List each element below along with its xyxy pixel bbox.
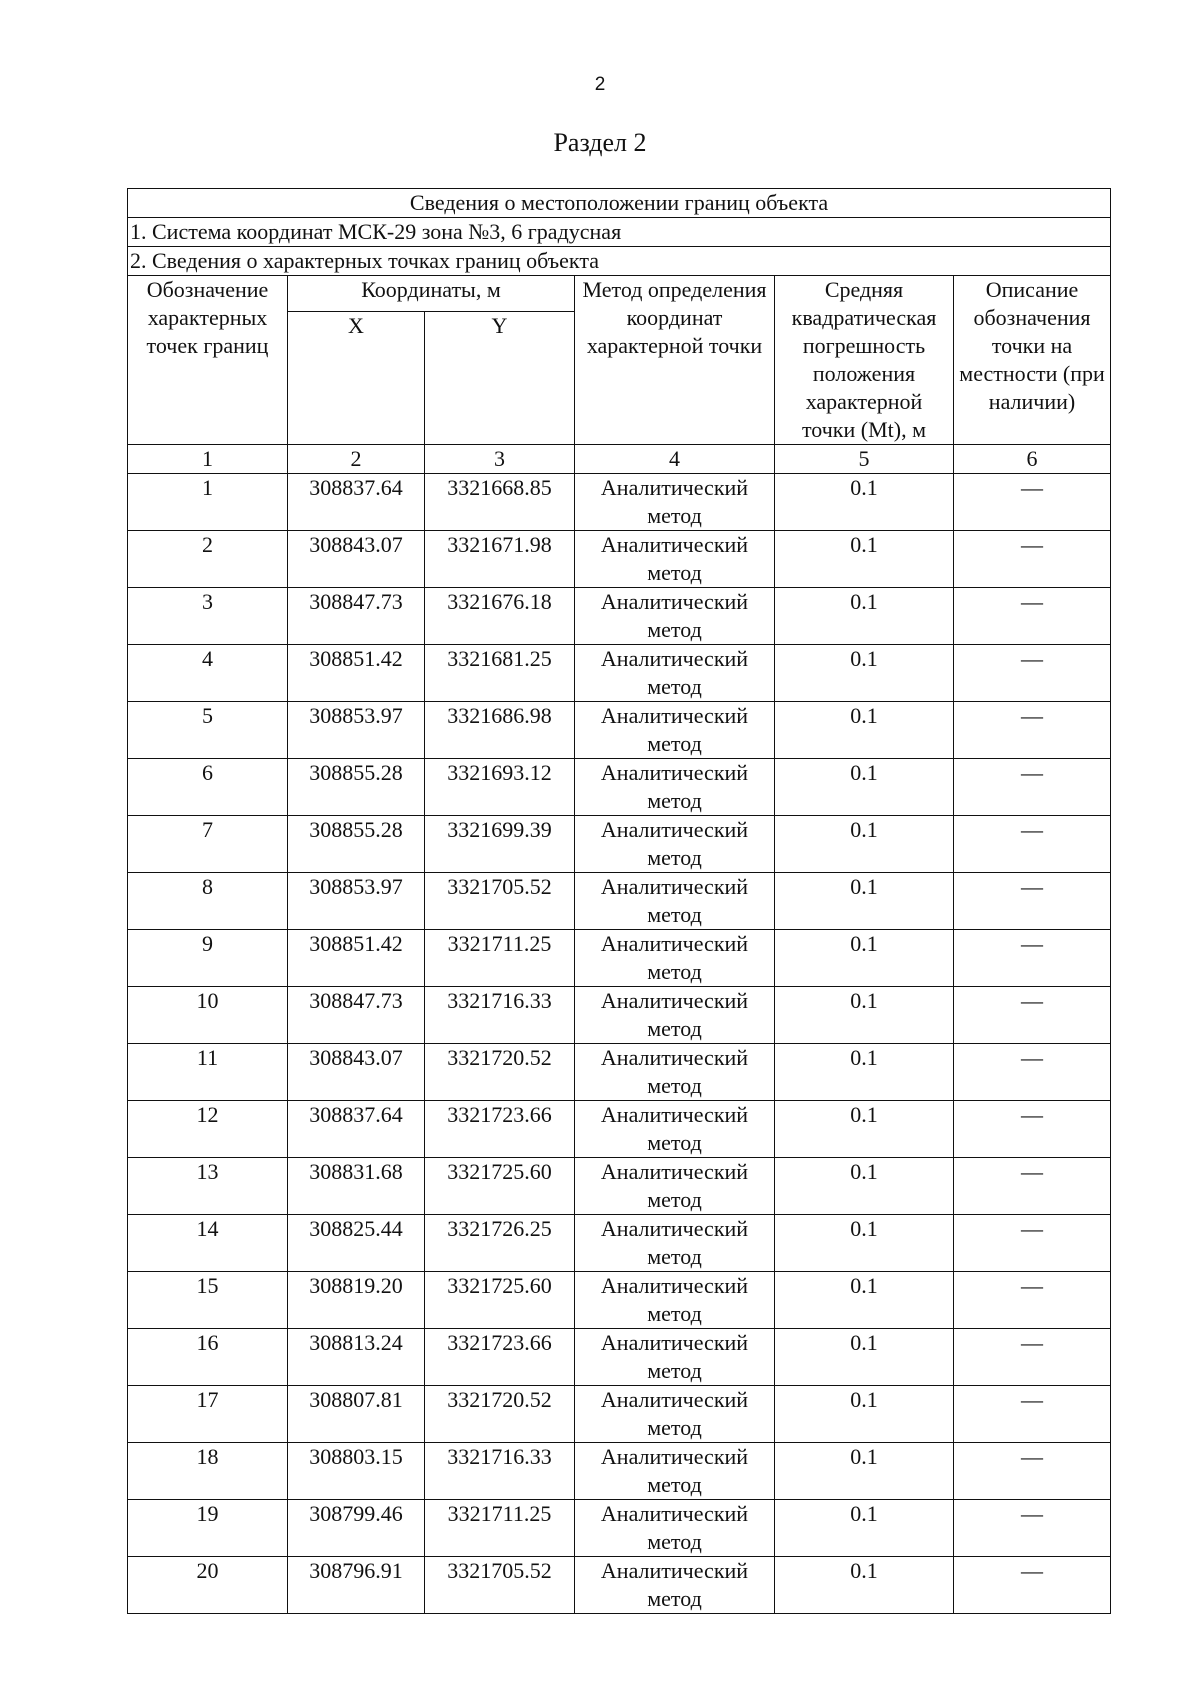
error-cell: 0.1 xyxy=(775,1215,954,1272)
description-cell: — xyxy=(954,1443,1111,1500)
point-number-cell: 6 xyxy=(128,759,288,816)
page-number: 2 xyxy=(594,74,606,95)
boundary-points-table xyxy=(127,188,1111,1614)
column-number: 3 xyxy=(425,445,575,474)
point-number-cell: 2 xyxy=(128,531,288,588)
point-number-cell: 19 xyxy=(128,1500,288,1557)
point-number-cell: 20 xyxy=(128,1557,288,1614)
method-cell: Аналитический метод xyxy=(575,987,775,1044)
error-cell: 0.1 xyxy=(775,1101,954,1158)
method-cell: Аналитический метод xyxy=(575,702,775,759)
column-number: 6 xyxy=(954,445,1111,474)
table-row xyxy=(128,588,1111,645)
method-cell: Аналитический метод xyxy=(575,1101,775,1158)
point-number-cell: 17 xyxy=(128,1386,288,1443)
coordinate-system-line: 1. Система координат МСК-29 зона №3, 6 градусная xyxy=(128,218,1111,247)
description-cell: — xyxy=(954,1044,1111,1101)
description-cell: — xyxy=(954,987,1111,1044)
y-coordinate-cell: 3321676.18 xyxy=(425,588,575,645)
table-row xyxy=(128,702,1111,759)
error-cell: 0.1 xyxy=(775,1044,954,1101)
description-cell: — xyxy=(954,930,1111,987)
point-number-cell: 9 xyxy=(128,930,288,987)
point-number-cell: 1 xyxy=(128,474,288,531)
method-cell: Аналитический метод xyxy=(575,1500,775,1557)
column-number: 1 xyxy=(128,445,288,474)
x-coordinate-cell: 308847.73 xyxy=(288,987,425,1044)
x-coordinate-cell: 308851.42 xyxy=(288,645,425,702)
y-coordinate-cell: 3321711.25 xyxy=(425,1500,575,1557)
description-cell: — xyxy=(954,702,1111,759)
point-number-cell: 8 xyxy=(128,873,288,930)
table-row xyxy=(128,1443,1111,1500)
y-coordinate-cell: 3321681.25 xyxy=(425,645,575,702)
section-title: Раздел 2 xyxy=(553,128,647,157)
point-number-cell: 13 xyxy=(128,1158,288,1215)
description-cell: — xyxy=(954,1386,1111,1443)
y-coordinate-cell: 3321699.39 xyxy=(425,816,575,873)
method-cell: Аналитический метод xyxy=(575,1329,775,1386)
header-designation: Обозначение характерных точек границ xyxy=(128,276,288,445)
table-row xyxy=(128,645,1111,702)
error-cell: 0.1 xyxy=(775,816,954,873)
method-cell: Аналитический метод xyxy=(575,1557,775,1614)
header-description: Описание обозначения точки на местности (при наличии) xyxy=(954,276,1111,445)
description-cell: — xyxy=(954,1557,1111,1614)
table-row xyxy=(128,873,1111,930)
point-number-cell: 11 xyxy=(128,1044,288,1101)
error-cell: 0.1 xyxy=(775,1158,954,1215)
y-coordinate-cell: 3321723.66 xyxy=(425,1101,575,1158)
y-coordinate-cell: 3321693.12 xyxy=(425,759,575,816)
error-cell: 0.1 xyxy=(775,759,954,816)
x-coordinate-cell: 308843.07 xyxy=(288,531,425,588)
description-cell: — xyxy=(954,1272,1111,1329)
point-number-cell: 12 xyxy=(128,1101,288,1158)
description-cell: — xyxy=(954,1101,1111,1158)
error-cell: 0.1 xyxy=(775,1329,954,1386)
error-cell: 0.1 xyxy=(775,1557,954,1614)
y-coordinate-cell: 3321705.52 xyxy=(425,1557,575,1614)
description-cell: — xyxy=(954,873,1111,930)
table-row xyxy=(128,1272,1111,1329)
x-coordinate-cell: 308837.64 xyxy=(288,474,425,531)
error-cell: 0.1 xyxy=(775,1386,954,1443)
error-cell: 0.1 xyxy=(775,645,954,702)
y-coordinate-cell: 3321726.25 xyxy=(425,1215,575,1272)
x-coordinate-cell: 308803.15 xyxy=(288,1443,425,1500)
table-row xyxy=(128,1044,1111,1101)
table-row xyxy=(128,1329,1111,1386)
x-coordinate-cell: 308796.91 xyxy=(288,1557,425,1614)
y-coordinate-cell: 3321720.52 xyxy=(425,1386,575,1443)
table-row xyxy=(128,1101,1111,1158)
table-row xyxy=(128,987,1111,1044)
column-number: 2 xyxy=(288,445,425,474)
x-coordinate-cell: 308825.44 xyxy=(288,1215,425,1272)
point-number-cell: 10 xyxy=(128,987,288,1044)
description-cell: — xyxy=(954,645,1111,702)
column-number: 4 xyxy=(575,445,775,474)
error-cell: 0.1 xyxy=(775,702,954,759)
description-cell: — xyxy=(954,588,1111,645)
error-cell: 0.1 xyxy=(775,930,954,987)
method-cell: Аналитический метод xyxy=(575,531,775,588)
y-coordinate-cell: 3321671.98 xyxy=(425,531,575,588)
method-cell: Аналитический метод xyxy=(575,474,775,531)
table-row xyxy=(128,759,1111,816)
column-number: 5 xyxy=(775,445,954,474)
method-cell: Аналитический метод xyxy=(575,1158,775,1215)
points-info-line: 2. Сведения о характерных точках границ объекта xyxy=(128,247,1111,276)
table-row xyxy=(128,1500,1111,1557)
y-coordinate-cell: 3321716.33 xyxy=(425,1443,575,1500)
point-number-cell: 15 xyxy=(128,1272,288,1329)
x-coordinate-cell: 308843.07 xyxy=(288,1044,425,1101)
table-row xyxy=(128,816,1111,873)
error-cell: 0.1 xyxy=(775,873,954,930)
point-number-cell: 18 xyxy=(128,1443,288,1500)
description-cell: — xyxy=(954,1158,1111,1215)
header-y: Y xyxy=(425,311,575,444)
x-coordinate-cell: 308819.20 xyxy=(288,1272,425,1329)
point-number-cell: 7 xyxy=(128,816,288,873)
method-cell: Аналитический метод xyxy=(575,1386,775,1443)
description-cell: — xyxy=(954,531,1111,588)
header-error: Средняя квадратическая погрешность положения характерной точки (Mt), м xyxy=(775,276,954,445)
y-coordinate-cell: 3321705.52 xyxy=(425,873,575,930)
y-coordinate-cell: 3321725.60 xyxy=(425,1272,575,1329)
header-x: X xyxy=(288,311,425,444)
y-coordinate-cell: 3321720.52 xyxy=(425,1044,575,1101)
error-cell: 0.1 xyxy=(775,588,954,645)
table-row xyxy=(128,1386,1111,1443)
x-coordinate-cell: 308853.97 xyxy=(288,873,425,930)
description-cell: — xyxy=(954,759,1111,816)
x-coordinate-cell: 308831.68 xyxy=(288,1158,425,1215)
method-cell: Аналитический метод xyxy=(575,930,775,987)
error-cell: 0.1 xyxy=(775,1272,954,1329)
description-cell: — xyxy=(954,1500,1111,1557)
x-coordinate-cell: 308837.64 xyxy=(288,1101,425,1158)
table-row xyxy=(128,1557,1111,1614)
method-cell: Аналитический метод xyxy=(575,1272,775,1329)
method-cell: Аналитический метод xyxy=(575,645,775,702)
x-coordinate-cell: 308799.46 xyxy=(288,1500,425,1557)
error-cell: 0.1 xyxy=(775,1500,954,1557)
table-title: Сведения о местоположении границ объекта xyxy=(128,189,1111,218)
description-cell: — xyxy=(954,1329,1111,1386)
error-cell: 0.1 xyxy=(775,474,954,531)
method-cell: Аналитический метод xyxy=(575,1443,775,1500)
x-coordinate-cell: 308855.28 xyxy=(288,816,425,873)
point-number-cell: 16 xyxy=(128,1329,288,1386)
y-coordinate-cell: 3321716.33 xyxy=(425,987,575,1044)
y-coordinate-cell: 3321711.25 xyxy=(425,930,575,987)
table-row xyxy=(128,531,1111,588)
x-coordinate-cell: 308855.28 xyxy=(288,759,425,816)
point-number-cell: 3 xyxy=(128,588,288,645)
header-coordinates: Координаты, м xyxy=(288,276,575,312)
method-cell: Аналитический метод xyxy=(575,1215,775,1272)
point-number-cell: 5 xyxy=(128,702,288,759)
table-row xyxy=(128,1158,1111,1215)
method-cell: Аналитический метод xyxy=(575,759,775,816)
error-cell: 0.1 xyxy=(775,1443,954,1500)
table-row xyxy=(128,930,1111,987)
error-cell: 0.1 xyxy=(775,531,954,588)
x-coordinate-cell: 308813.24 xyxy=(288,1329,425,1386)
y-coordinate-cell: 3321686.98 xyxy=(425,702,575,759)
table-row xyxy=(128,1215,1111,1272)
point-number-cell: 4 xyxy=(128,645,288,702)
description-cell: — xyxy=(954,1215,1111,1272)
table-row xyxy=(128,474,1111,531)
x-coordinate-cell: 308851.42 xyxy=(288,930,425,987)
description-cell: — xyxy=(954,816,1111,873)
x-coordinate-cell: 308807.81 xyxy=(288,1386,425,1443)
x-coordinate-cell: 308847.73 xyxy=(288,588,425,645)
method-cell: Аналитический метод xyxy=(575,1044,775,1101)
x-coordinate-cell: 308853.97 xyxy=(288,702,425,759)
method-cell: Аналитический метод xyxy=(575,873,775,930)
y-coordinate-cell: 3321723.66 xyxy=(425,1329,575,1386)
y-coordinate-cell: 3321668.85 xyxy=(425,474,575,531)
y-coordinate-cell: 3321725.60 xyxy=(425,1158,575,1215)
method-cell: Аналитический метод xyxy=(575,588,775,645)
point-number-cell: 14 xyxy=(128,1215,288,1272)
description-cell: — xyxy=(954,474,1111,531)
header-method: Метод определения координат характерной точки xyxy=(575,276,775,445)
error-cell: 0.1 xyxy=(775,987,954,1044)
method-cell: Аналитический метод xyxy=(575,816,775,873)
